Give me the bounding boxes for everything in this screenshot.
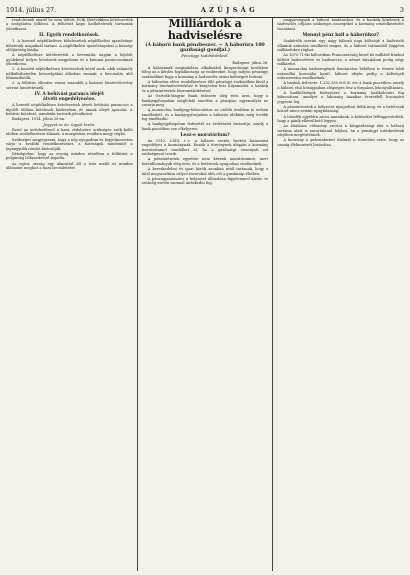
col2-paragraph: Az 1912. LXIII. t.-c. a háború esetén fizetési halasztást engedélyez a kormánynak. Ennek a törvénynek alapján a kormány moratóriumot rendelhet el, ha a gazdasági viszonyok ezt szükségessé teszik.	[141, 139, 269, 157]
col3-paragraph: A hadiköltségek fedezésére a kormány hadikölcsönt fog kibocsátani, amelyet a lakosság hazafias érzéséből bizonyára jegyezni fog.	[277, 91, 405, 104]
col1-paragraph: 3. A felhívás ellenére vissza maradók a katonai büntetőtörvény szerint büntettetnek.	[6, 81, 133, 90]
col1-paragraph: Az egész ország egy akarattal áll a trón mellé és minden áldozatot meghoz a haza becsületéért.	[6, 161, 133, 170]
column-1	[6, 18, 133, 571]
col1-heading-2a: IV. A behívási parancs idejét	[34, 92, 105, 98]
col3-paragraph: A bankok fedezete: 1,232,350.000 K. érc a bank pincéiben, amely a háború első hónapjaiban elégséges lesz a forgalom lebonyolítására.	[277, 81, 405, 90]
article-title: Milliárdok a hadviselésre	[167, 18, 243, 42]
col1-paragraph: A népfelkelésre kötelezettek a bevonulás napján a kijelölt gyülekező helyre kötelesek megjelenni és a katonai parancsnoknak jelentkezni.	[6, 53, 133, 66]
col2-paragraph: A háborúra előre rendelkezésre álló pénzügyi eszközökön kívül a kormány hitelműveletekhez is kénytelen lesz folyamodni, a bankok és a pénzintézetek közreműködésével.	[141, 80, 269, 93]
col1-subheading: Jegyzet az ön. ügyek terén.	[43, 121, 96, 127]
col1-paragraph: Budapest, 1914. július 26-án.	[12, 117, 66, 122]
col2-paragraph: A monarchia bankjegy-kibocsátása az utóbbi években is erősen emelkedett, és a bankjegyforgalom a háborús időkben még tovább fog emelkedni.	[141, 108, 269, 121]
article-byline: Pénzügyi tudósítónktól.	[181, 53, 229, 59]
col3-paragraph: Szakértők szerint egy nagy háború napi költsége a hadviselő államok számára rendkívül magas, és a háború tartamától függően milliárdokra rúghat.	[277, 39, 405, 52]
col2-heading: Lesz-e moratórium?	[180, 132, 230, 138]
col2-paragraph: A kereskedelmi és ipari körök azonban attól tartanak, hogy a hitel megszorítása súlyos zavarokat idéz elő a gazdasági életben.	[141, 167, 269, 176]
article-dateline: Budapest, július 26.	[232, 60, 269, 65]
header-date: 1914. július 27.	[6, 6, 57, 14]
col3-paragraph: magyarságnak a háború kiadásaihoz, és a bankok kötelesek a hadviselés céljaira szükséges összegeket a kormány rendelkezésére bocsátani.	[277, 18, 405, 31]
page-header	[6, 4, 404, 18]
article-deck: (A háború bank pénzbeszer. — A háborúra 100 gazdasági gondjai.)	[145, 43, 265, 54]
col1-heading-2b: átvett engedélyezése.	[43, 97, 96, 103]
col1-paragraph: A honvéd népfelkelésre kötelezettek átvett behívási parancsot a kijelölt időben kötelesek kézbesíteni és annak idejét igazolni. A behívás kötelező, mindenki tartozik jelentkezni.	[6, 103, 133, 117]
col2-paragraph: A bankjegyforgalom fedezetét az érckészlet biztosítja, amely a bank pincéiben van elhelyezve.	[141, 122, 269, 131]
col3-paragraph: Az általános vélemény szerint a közgazdasági élet a háború tartama alatt is zavartalanul folyhat, ha a pénzügyi intézkedések idejében megtörténnek.	[277, 124, 405, 138]
column-2	[137, 18, 269, 571]
col1-paragraph: Kétségtelen, hogy az ország minden részében a felhívást a polgárság lelkesedéssel fogadta.	[6, 151, 133, 161]
col2-paragraph: Az Osztrák-Magyar Bank fedezete elég erős arra, hogy a bankjegyforgalom megfelelő emelése a pénzpiac egyensúlyát ne zavarja meg.	[141, 94, 269, 107]
header-page-number: 3	[399, 6, 404, 14]
col3-heading: Mennyi pénz kell a háborúhoz?	[302, 33, 380, 39]
col3-paragraph: A tőzsdék egyelőre zárva maradnak, a kötéseket felfüggesztették, hogy a pánik elkerülhető legyen.	[277, 114, 405, 124]
col1-paragraph: Szükséges megjegyezni, hogy a nép nyugodtan és fegyelmezetten várja a további rendelkezéseket, a hatóságok mindenütt a legnagyobb rendet biztosítják.	[6, 137, 133, 151]
col3-paragraph: Az 1870-71-iki háborúban Franciaország közel tíz milliárd frankot költött hadviselésre és hadisarcra, a német birodalom pedig négy milliárdot.	[277, 53, 405, 66]
col1-paragraph: 2. A honvéd népfelkelésre kötelezettek közül azok, akik valamely nélkülözhetetlen közszolgálati állásban vannak, a bevonulás alól fölmenthetők.	[6, 67, 133, 80]
header-masthead: A Z Ú J S Á G	[200, 6, 256, 14]
col2-paragraph: A háborúnak megindulása alkalmából közgazdasági körökben főleg az a kérdés foglalkoztatja az embereket, hogy milyen pénzügyi eszközökkel fogja a kormány a hadviselés óriási költségeit fedezni.	[141, 66, 269, 79]
col3-paragraph: A pénzintézetek a helyzetet nyugodtan ítélik meg, és a betétesek között nincs semmi nyugtalanság.	[277, 105, 405, 114]
col2-paragraph: A pénzügyminiszter a helyzetet állandóan figyelemmel kíséri, és szükség esetén azonnal intézkedni fog.	[141, 176, 269, 186]
col1-paragraph: 1. A honvéd népfelkelésre kötelezettek népfölkelési igazolványt kötelesek maguknál tartani. A népfelkelési igazolványokat a községi elöljáróság kiadja.	[6, 39, 133, 52]
col3-paragraph: A kormány a gabonakivitel tilalmát is fontolóra vette, hogy az ország élelmezését biztosítsa.	[277, 138, 405, 147]
col2-paragraph: A pénzintézetek egyelőre nem kérnek moratóriumot, mert betétállományuk elég erős, és a betétesek nyugodtan viselkednek.	[141, 157, 269, 166]
col3-paragraph: A monarchia hadseregének fenntartása békében is évente több százmillió koronába kerül, háború idején pedig a költségek sokszorosára emelkednek.	[277, 67, 405, 80]
column-3	[272, 18, 404, 571]
col1-paragraph: Ezzel az intézkedéssel a haza védelmére szükséges erők kellő időben rendelkezésre állanak, a mozgósítás rendben megy végbe.	[6, 128, 133, 137]
col1-intro: rendelésnek anatél be nem töltött 18-ik életévükben kötelezettek a szolgálatra felhívni. A felhívást kapó hadkötelesek tartoznak jelentkezni.	[6, 18, 133, 31]
col1-heading-2	[6, 92, 133, 102]
col1-heading-1: II. Egyéb rendelkezések.	[39, 33, 100, 39]
